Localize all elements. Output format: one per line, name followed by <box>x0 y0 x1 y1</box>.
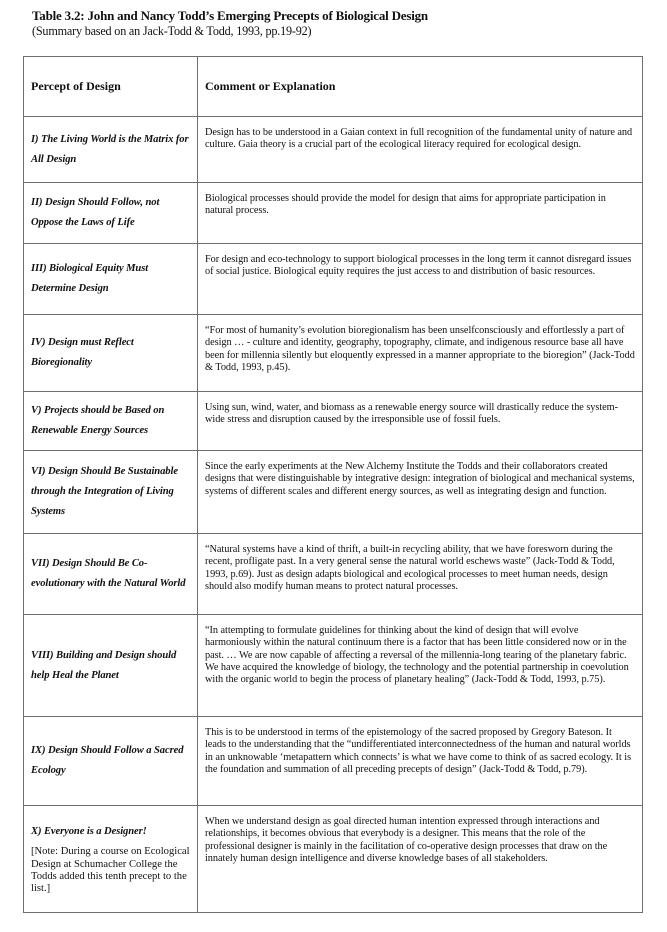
table-row <box>24 315 643 392</box>
table-caption <box>32 8 428 39</box>
column-header-comment: Comment or Explanation <box>198 57 643 117</box>
table-row <box>24 392 643 451</box>
table-row <box>24 244 643 315</box>
comment-cell: “Natural systems have a kind of thrift, a built-in recycling ability, that we have foresworn during the recent, profligate past. In a very general sense the natural world eschews waste” (Jack-Todd & Todd, 1993, p.69). Just as design adapts biological and ecological processes to meet human needs, design should also modify human means to protect natural processes. <box>198 534 643 615</box>
precept-cell: V) Projects should be Based on Renewable Energy Sources <box>24 392 198 451</box>
precept-cell: VIII) Building and Design should help Heal the Planet <box>24 615 198 717</box>
precept-cell: II) Design Should Follow, not Oppose the Laws of Life <box>24 183 198 244</box>
comment-cell: Biological processes should provide the model for design that aims for appropriate participation in natural process. <box>198 183 643 244</box>
precept-cell: III) Biological Equity Must Determine Design <box>24 244 198 315</box>
precept-title: X) Everyone is a Designer! <box>31 826 147 838</box>
column-header-percept: Percept of Design <box>24 57 198 117</box>
precept-note: [Note: During a course on Ecological Design at Schumacher College the Todds added this tenth precept to the list.] <box>31 846 190 895</box>
comment-cell: For design and eco-technology to support biological processes in the long term it cannot disregard issues of social justice. Biological equity requires the just access to and distribution of basic resources. <box>198 244 643 315</box>
table-row <box>24 183 643 244</box>
comment-cell: When we understand design as goal directed human intention expressed through interactions and relationships, it becomes obvious that everybody is a designer. This means that the role of the professional designer is mainly in the facilitation of co-operative design processes that draw on the innately human design intelligence and diverse knowledge bases of all stakeholders. <box>198 806 643 913</box>
table-row <box>24 117 643 183</box>
comment-cell: Since the early experiments at the New Alchemy Institute the Todds and their collaborators created designs that were distinguishable by integrative design: integration of biological and mechanical systems, systems of different scales and different energy sources, as well as integrating design and function. <box>198 451 643 534</box>
comment-cell: “For most of humanity’s evolution bioregionalism has been unselfconsciously and effortlessly a part of design … - culture and identity, geography, topography, climate, and indigenous resource base all have been for millennia silently but eloquently expressed in a manner appropriate to the bioregion” (Jack-Todd & Todd, 1993, p.45). <box>198 315 643 392</box>
table-header-row <box>24 57 643 117</box>
precept-cell: IV) Design must Reflect Bioregionality <box>24 315 198 392</box>
precept-cell <box>24 806 198 913</box>
table-row <box>24 451 643 534</box>
comment-cell: Using sun, wind, water, and biomass as a renewable energy source will drastically reduce the system-wide stress and disruption caused by the irresponsible use of fossil fuels. <box>198 392 643 451</box>
table-row <box>24 806 643 913</box>
comment-cell: Design has to be understood in a Gaian context in full recognition of the fundamental unity of nature and culture. Gaia theory is a crucial part of the ecological literacy required for ecological design. <box>198 117 643 183</box>
precept-cell: VII) Design Should Be Co-evolutionary with the Natural World <box>24 534 198 615</box>
comment-cell: “In attempting to formulate guidelines for thinking about the kind of design that will evolve harmoniously within the natural continuum there is a factor that has been little considered now or in the past. … We are now capable of affecting a reversal of the millennia-long tearing of the planetary fabric. We have acquired the knowledge of biology, the technology and the potential partnership in coevolution with the organic world to begin the process of planetary healing” (Jack-Todd & Todd, 1993, p.75). <box>198 615 643 717</box>
precept-cell: IX) Design Should Follow a Sacred Ecology <box>24 717 198 806</box>
table-row <box>24 717 643 806</box>
precept-cell: VI) Design Should Be Sustainable through the Integration of Living Systems <box>24 451 198 534</box>
table-subtitle: (Summary based on an Jack-Todd & Todd, 1993, pp.19-92) <box>32 24 312 38</box>
precepts-table <box>23 56 643 913</box>
comment-cell: This is to be understood in terms of the epistemology of the sacred proposed by Gregory Bateson. It leads to the understanding that the “undifferentiated interconnectedness of the human and natural worlds in an unknowable ‘metapattern which connects’ is what we have come to think of as sacred ecology. It is the foundation and summation of all preceding precepts of design” (Jack-Todd & Todd, p.79). <box>198 717 643 806</box>
table-row <box>24 534 643 615</box>
precept-cell: I) The Living World is the Matrix for All Design <box>24 117 198 183</box>
table-row <box>24 615 643 717</box>
table-title: Table 3.2: John and Nancy Todd’s Emerging Precepts of Biological Design <box>32 8 428 23</box>
